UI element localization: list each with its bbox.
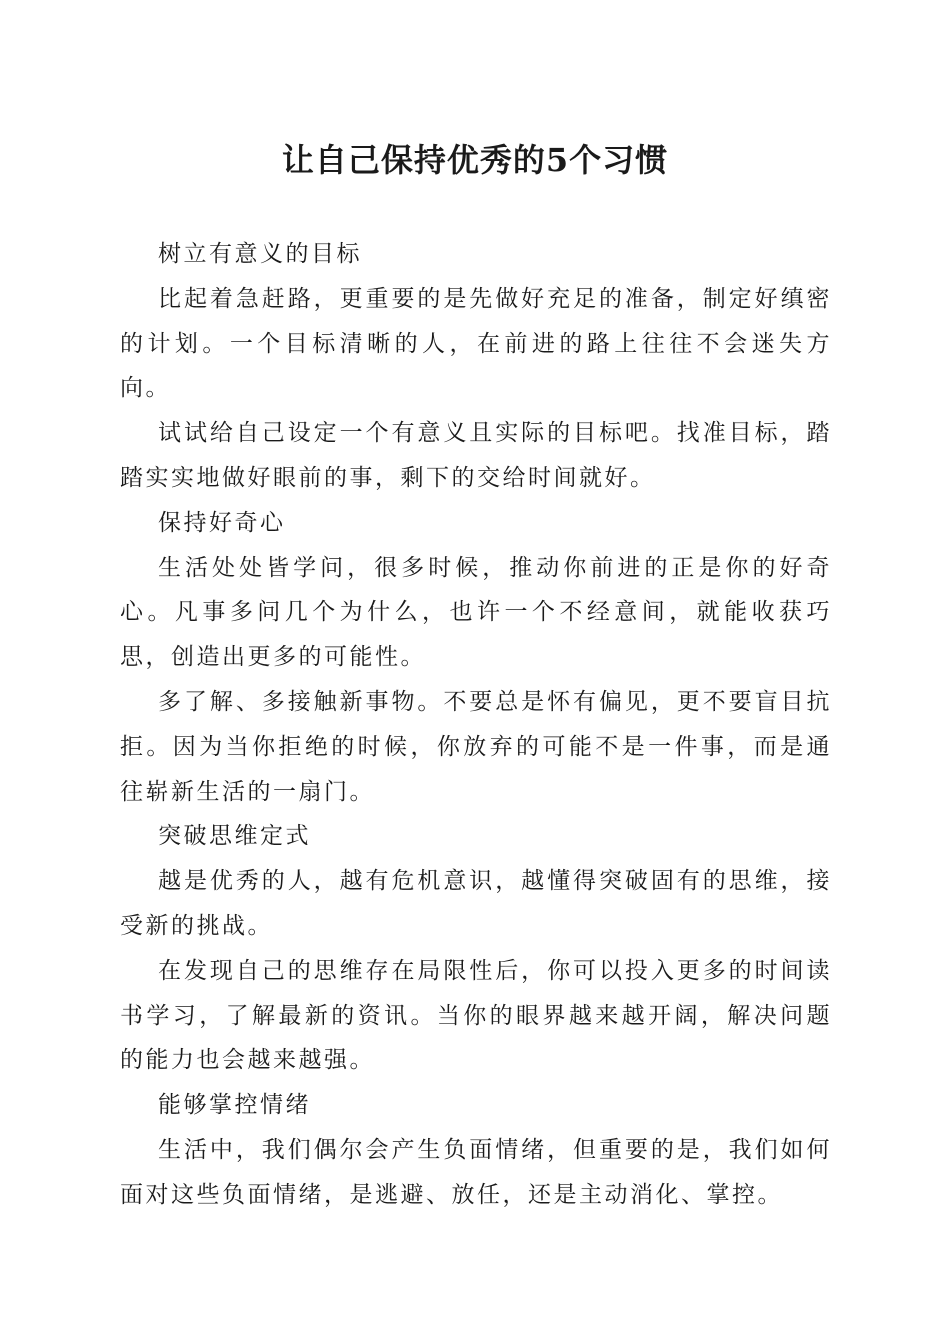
section-heading: 突破思维定式 xyxy=(158,823,311,850)
document-title: 让自己保持优秀的5个习惯 xyxy=(281,141,669,179)
paragraph: 在发现自己的思维存在局限性后，你可以投入更多的时间读书学习，了解最新的资讯。当你的眼界越来越开阔，解决问题的能力也会越来越强。 xyxy=(120,957,832,1074)
paragraph: 越是优秀的人，越有危机意识，越懂得突破固有的思维，接受新的挑战。 xyxy=(120,868,832,939)
document-body xyxy=(120,232,832,1218)
section-heading: 能够掌控情绪 xyxy=(158,1092,311,1119)
paragraph: 生活处处皆学问，很多时候，推动你前进的正是你的好奇心。凡事多问几个为什么，也许一个不经意间，就能收获巧思，创造出更多的可能性。 xyxy=(120,554,832,671)
section-heading: 保持好奇心 xyxy=(158,509,286,536)
section-heading: 树立有意义的目标 xyxy=(158,241,362,267)
paragraph: 比起着急赶路，更重要的是先做好充足的准备，制定好缜密的计划。一个目标清晰的人，在前进的路上往往不会迷失方向。 xyxy=(120,285,832,402)
paragraph: 多了解、多接触新事物。不要总是怀有偏见，更不要盲目抗拒。因为当你拒绝的时候，你放弃的可能不是一件事，而是通往崭新生活的一扇门。 xyxy=(120,688,832,805)
paragraph: 生活中，我们偶尔会产生负面情绪，但重要的是，我们如何面对这些负面情绪，是逃避、放任，还是主动消化、掌控。 xyxy=(120,1136,832,1208)
paragraph: 试试给自己设定一个有意义且实际的目标吧。找准目标，踏踏实实地做好眼前的事，剩下的交给时间就好。 xyxy=(120,420,832,491)
